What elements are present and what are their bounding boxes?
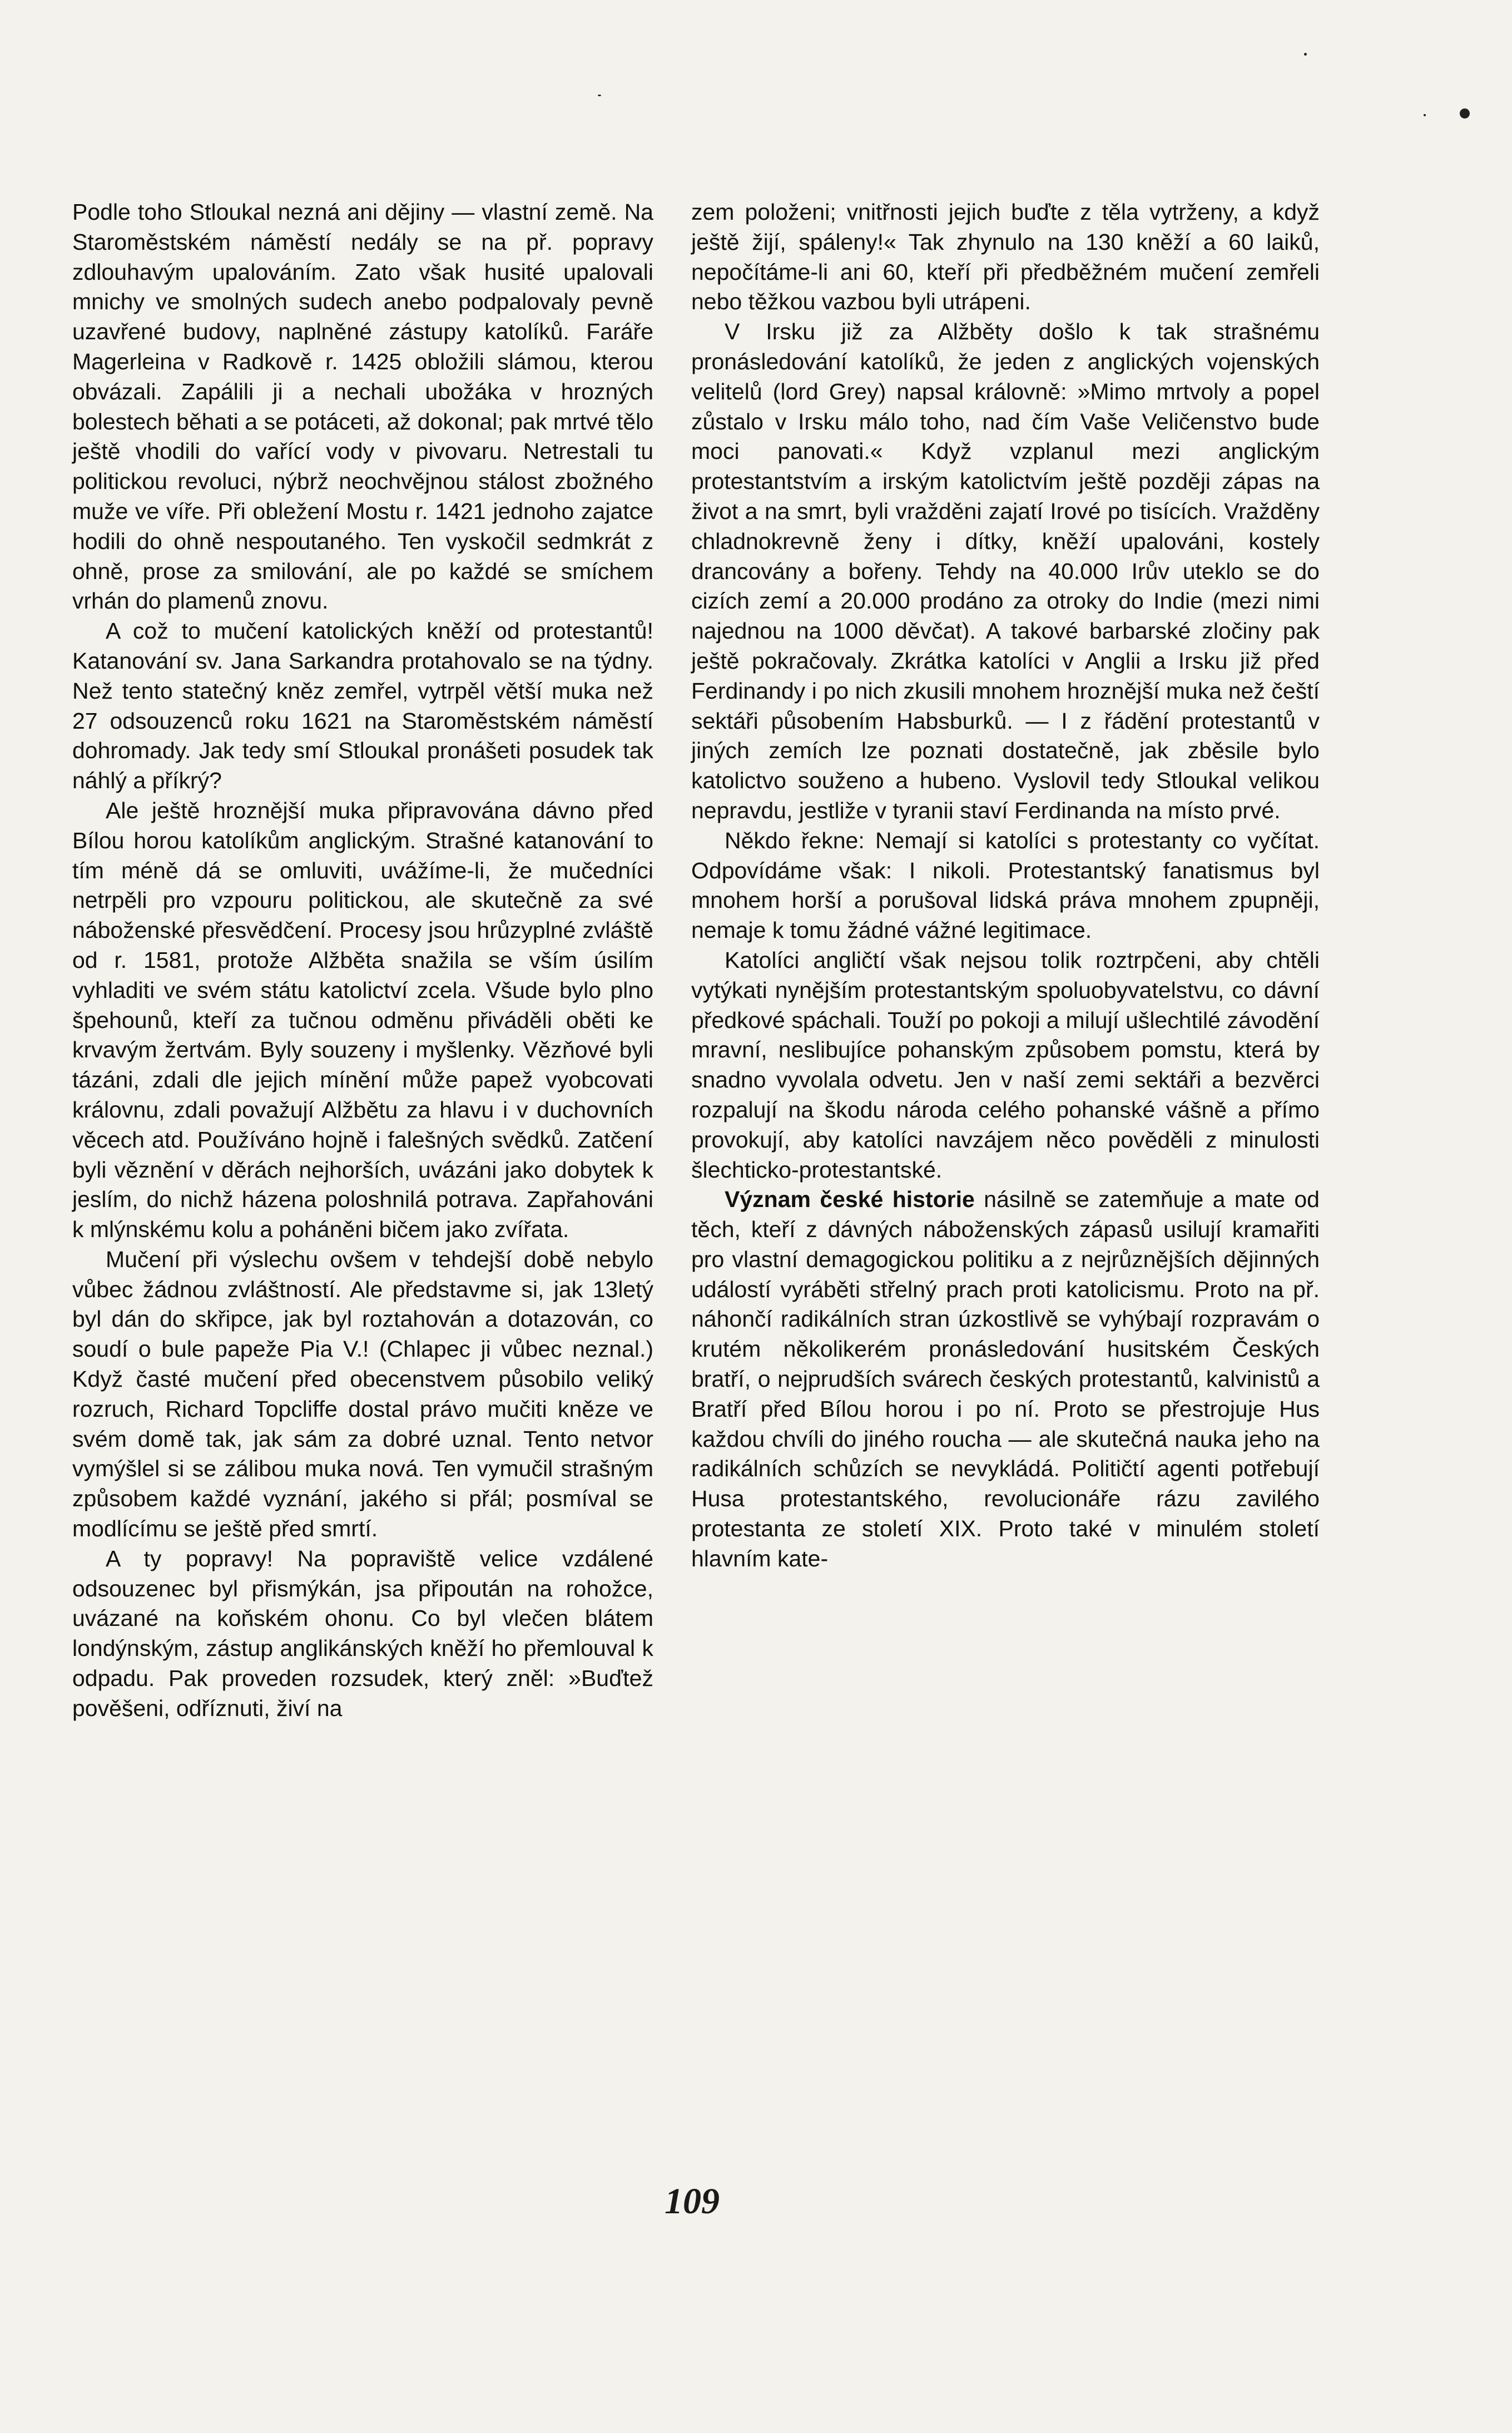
left-column xyxy=(72,197,653,1724)
left-paragraph-2: A což to mučení katolických kněží od protestantů! Katanování sv. Jana Sarkandra protahovalo se na týdny. Než tento statečný kněz zemřel, vytrpěl větší muka než 27 odsouzenců roku 1621 na Staroměstském náměstí dohromady. Jak tedy smí Stloukal pronášeti posudek tak náhlý a příkrý? xyxy=(72,618,653,794)
right-column xyxy=(691,197,1320,1574)
ink-speck xyxy=(598,95,601,96)
ink-speck xyxy=(1304,53,1307,56)
right-paragraph-4: Katolíci angličtí však nejsou tolik roztrpčeni, aby chtěli vytýkati nynějším protestantským spoluobyvatelstvu, co dávní předkové spáchali. Touží po pokoji a milují ušlechtilé závodění mravní, neslibujíce pohanským způsobem pomstu, která by snadno vyvolala odvetu. Jen v naší zemi sektáři a bezvěrci rozpalují na škodu národa celého pohanské vášně a přímo provokují, aby katolíci navzájem něco pověděli z minulosti šlechticko-protestantské. xyxy=(691,947,1320,1183)
left-paragraph-4: Mučení při výslechu ovšem v tehdejší době nebylo vůbec žádnou zvláštností. Ale představme si, jak 13letý byl dán do skřipce, jak byl roztahován a dotazován, co soudí o bule papeže Pia V.! (Chlapec ji vůbec neznal.) Když časté mučení před obecenstvem působilo veliký rozruch, Richard Topcliffe dostal právo mučiti kněze ve svém domě tak, jak sám za dobré uznal. Tento netvor vymýšlel si se zálibou muka nová. Ten vymučil strašným způsobem každé vyznání, jakého si přál; posmíval se modlícímu se ještě před smrtí. xyxy=(72,1246,653,1542)
right-paragraph-3: Někdo řekne: Nemají si katolíci s protestanty co vyčítat. Odpovídáme však: I nikoli. Protestantský fanatismus byl mnohem horší a porušoval lidská práva mnohem zpupněji, nemaje k tomu žádné vážné legitimace. xyxy=(691,827,1320,943)
right-paragraph-2: V Irsku již za Alžběty došlo k tak strašnému pronásledování katolíků, že jeden z anglických vojenských velitelů (lord Grey) napsal královně: »Mimo mrtvoly a popel zůstalo v Irsku málo toho, nad čím Vaše Veličenstvo bude moci panovati.« Když vzplanul mezi anglickým protestantstvím a irským katolictvím ještě později zápas na život a na smrt, byli vražděni zajatí Irové po tisících. Vražděny chladnokrevně ženy i dítky, kněží upalováni, kostely drancovány a bořeny. Tehdy na 40.000 Irův uteklo se do cizích zemí a 20.000 prodáno za otroky do Indie (mezi nimi najednou na 1000 děvčat). A takové barbarské zločiny pak ještě pokračovaly. Zkrátka katolíci v Anglii a Irsku již před Ferdinandy i po nich zkusili mnohem hroznější muka než čeští sektáři působením Habsburků. — I z řádění protestantů v jiných zemích lze poznati dostatečně, jak zběsile bylo katolictvo souženo a hubeno. Vyslovil tedy Stloukal velikou nepravdu, jestliže v tyranii staví Ferdinanda na místo prvé. xyxy=(691,319,1320,823)
ink-speck xyxy=(1460,108,1470,118)
left-paragraph-1: Podle toho Stloukal nezná ani dějiny — vlastní země. Na Staroměstském náměstí nedály se na př. popravy zdlouhavým upalováním. Zato však husité upalovali mnichy ve smolných sudech anebo podpalovaly pevně uzavřené budovy, naplněné zástupy katolíků. Faráře Magerleina v Radkově r. 1425 obložili slámou, kterou obvázali. Zapálili ji a nechali ubožáka v hrozných bolestech běhati a se potáceti, až dokonal; pak mrtvé tělo ještě vhodili do vařící vody v pivovaru. Netrestali tu politickou revoluci, nýbrž neochvějnou stálost zbožného muže ve víře. Při obležení Mostu r. 1421 jednoho zajatce hodili do ohně nespoutaného. Ten vyskočil sedmkrát z ohně, prose za smilování, ale po každé se smíchem vrhán do plamenů znovu. xyxy=(72,199,653,614)
right-paragraph-1: zem položeni; vnitřnosti jejich buďte z těla vytrženy, a když ještě žijí, spáleny!« Tak zhynulo na 130 kněží a 60 laiků, nepočítáme-li ani 60, kteří při předběžném mučení zemřeli nebo těžkou vazbou byli utrápeni. xyxy=(691,199,1320,315)
right-paragraph-5 xyxy=(691,1185,1320,1574)
left-paragraph-3: Ale ještě hroznější muka připravována dávno před Bílou horou katolíkům anglickým. Strašné katanování to tím méně dá se omluviti, uvážíme-li, že mučedníci netrpěli pro vzpouru politickou, ale skutečně za své náboženské přesvědčení. Procesy jsou hrůzyplné zvláště od r. 1581, protože Alžběta snažila se vším úsilím vyhladiti ve svém státu katolictví zcela. Všude bylo plno špehounů, kteří za tučnou odměnu přiváděli oběti ke krvavým žertvám. Byly souzeny i myšlenky. Vězňové byli tázáni, zdali dle jejich mínění může papež vyobcovati královnu, zdali považují Alžbětu za hlavu i v duchovních věcech atd. Používáno hojně i falešných svědků. Zatčení byli věznění v děrách nejhorších, uvázáni jako dobytek k jeslím, do nichž házena poloshnilá potrava. Zapřahováni k mlýnskému kolu a poháněni bičem jako zvířata. xyxy=(72,797,653,1243)
ink-speck xyxy=(1424,114,1426,116)
right-paragraph-5-text: násilně se zatemňuje a mate od těch, kteří z dávných náboženských zápasů usilují kramařiti pro vlastní demagogickou politiku a z nejrůznějších dějinných událostí vyráběti střelný prach proti katolicismu. Proto na př. náhončí radikálních stran úzkostlivě se vyhýbají rozpravám o krutém několikerém pronásledování husitském Českých bratří, o nejprudších svárech českých protestantů, kalvinistů a Bratří před Bílou horou i po ní. Proto se přestrojuje Hus každou chvíli do jiného roucha — ale skutečná nauka jeho na radikálních schůzích se nevykládá. Političtí agenti potřebují Husa protestantského, revolucionáře rázu zavilého protestanta ze století XIX. Proto také v minulém století hlavním kate- xyxy=(691,1186,1320,1571)
page-number: 109 xyxy=(665,2181,720,2222)
left-paragraph-5: A ty popravy! Na popraviště velice vzdálené odsouzenec byl přismýkán, jsa připoután na rohožce, uvázané na koňském ohonu. Co byl vlečen blátem londýnským, zástup anglikánských kněží ho přemlouval k odpadu. Pak proveden rozsudek, který zněl: »Buďtež pověšeni, odříznuti, živí na xyxy=(72,1545,653,1721)
bold-lead-phrase: Význam české historie xyxy=(725,1186,975,1213)
